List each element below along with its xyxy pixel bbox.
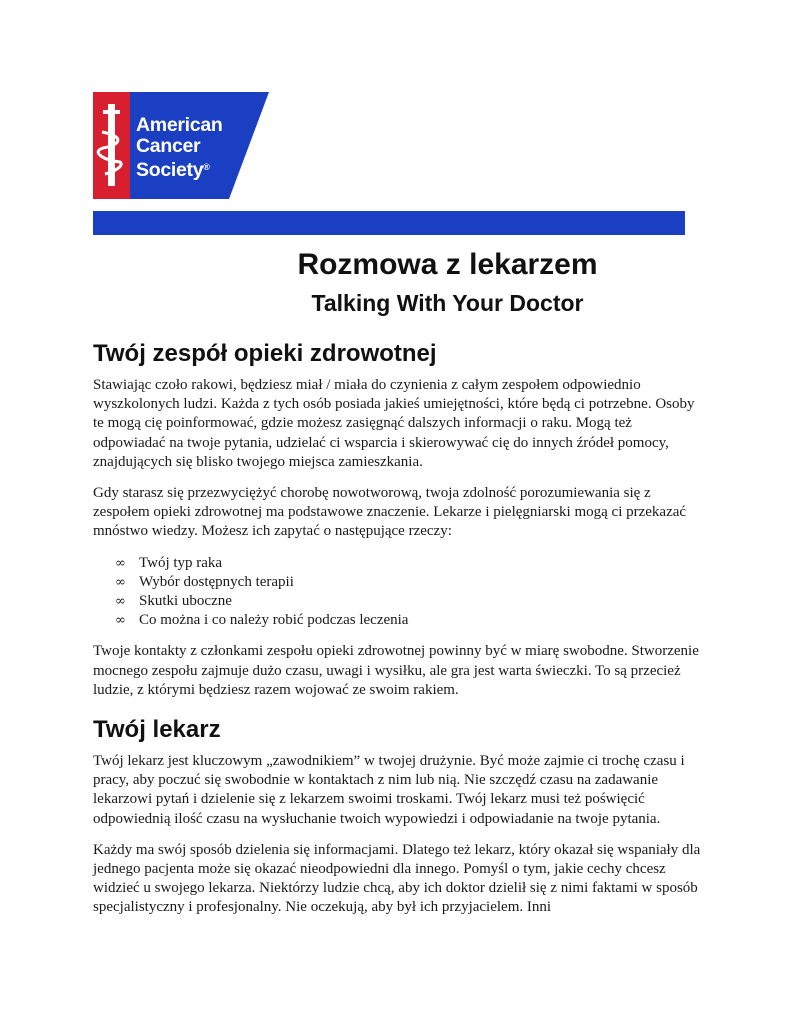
american-cancer-society-logo <box>93 92 269 199</box>
paragraph: Gdy starasz się przezwyciężyć chorobę nowotworową, twoja zdolność porozumiewania się z zespołem opieki zdrowotnej ma podstawowe znaczenie. Lekarze i pielęgniarski mogą ci przekazać mnóstwo wiedzy. Możesz ich zapytać o następujące rzeczy: <box>93 485 687 540</box>
list-item-text: Co można i co należy robić podczas leczenia <box>139 612 409 629</box>
logo-line-1: American <box>136 114 223 136</box>
infinity-bullet-icon: ∞ <box>115 555 126 571</box>
page-title: Rozmowa z lekarzem <box>297 248 598 281</box>
paragraph: Każdy ma swój sposób dzielenia się informacjami. Dlatego też lekarz, który okazał się wspaniały dla jednego pacjenta może się okazać nieodpowiedni dla innego. Pomyśl o tym, jakie cechy chcesz widzieć u swojego lekarza. Niektórzy ludzie chcą, aby ich doktor dzielił się z nimi faktami w sposób specjalistyczny i profesjonalny. Nie oczekują, aby był ich przyjacielem. Inni <box>93 841 701 916</box>
list-item <box>115 573 705 592</box>
question-list <box>93 554 705 631</box>
paragraph: Stawiając czoło rakowi, będziesz miał / miała do czynienia z całym zespołem odpowiednio wyszkolonych ludzi. Każda z tych osób posiada jakieś umiejętności, które będą ci potrzebne. Osoby te mogą cię poinformować, gdzie możesz zasięgnąć dalszych informacji o raku. Mogą też odpowiadać na twoje pytania, udzielać ci wsparcia i skierowywać cię do innych źródeł pomocy, znajdujących się blisko twojego miejsca zamieszkania. <box>93 377 695 470</box>
list-item <box>115 554 705 573</box>
list-item-text: Skutki uboczne <box>139 593 232 610</box>
section-heading-your-doctor: Twój lekarz <box>93 716 221 744</box>
section-heading-care-team: Twój zespół opieki zdrowotnej <box>93 340 437 367</box>
list-item-text: Wybór dostępnych terapii <box>139 573 294 590</box>
header-band <box>93 211 685 235</box>
list-item <box>115 611 705 630</box>
paragraph: Twój lekarz jest kluczowym „zawodnikiem” w twojej drużynie. Być może zajmie ci trochę czasu i pracy, aby poczuć się swobodnie w kontaktach z nim lub nią. Nie szczędź czasu na zadawanie lekarzowi pytań i dzielenie się z lekarzem swoimi troskami. Twój lekarz musi też poświęcić odpowiednią ilość czasu na wysłuchanie twoich wypowiedzi i odpowiadanie na twoje pytania. <box>93 753 685 827</box>
page-subtitle: Talking With Your Doctor <box>311 290 584 316</box>
logo-line-3: Society <box>136 159 204 181</box>
registered-mark: ® <box>203 162 210 172</box>
logo-wordmark <box>136 115 222 181</box>
infinity-bullet-icon: ∞ <box>115 574 126 590</box>
paragraph: Twoje kontakty z członkami zespołu opieki zdrowotnej powinny być w miarę swobodne. Stworzenie mocnego zespołu zajmuje dużo czasu, uwagi i wysiłku, ale gra jest warta świeczki. To są przecież ludzie, z którymi będziesz razem wojować ze swoim rakiem. <box>93 643 699 698</box>
logo-line-2: Cancer <box>136 135 201 157</box>
document-body <box>93 338 705 930</box>
infinity-bullet-icon: ∞ <box>115 613 126 629</box>
list-item <box>115 592 705 611</box>
list-item-text: Twój typ raka <box>139 554 223 571</box>
infinity-bullet-icon: ∞ <box>115 594 126 610</box>
